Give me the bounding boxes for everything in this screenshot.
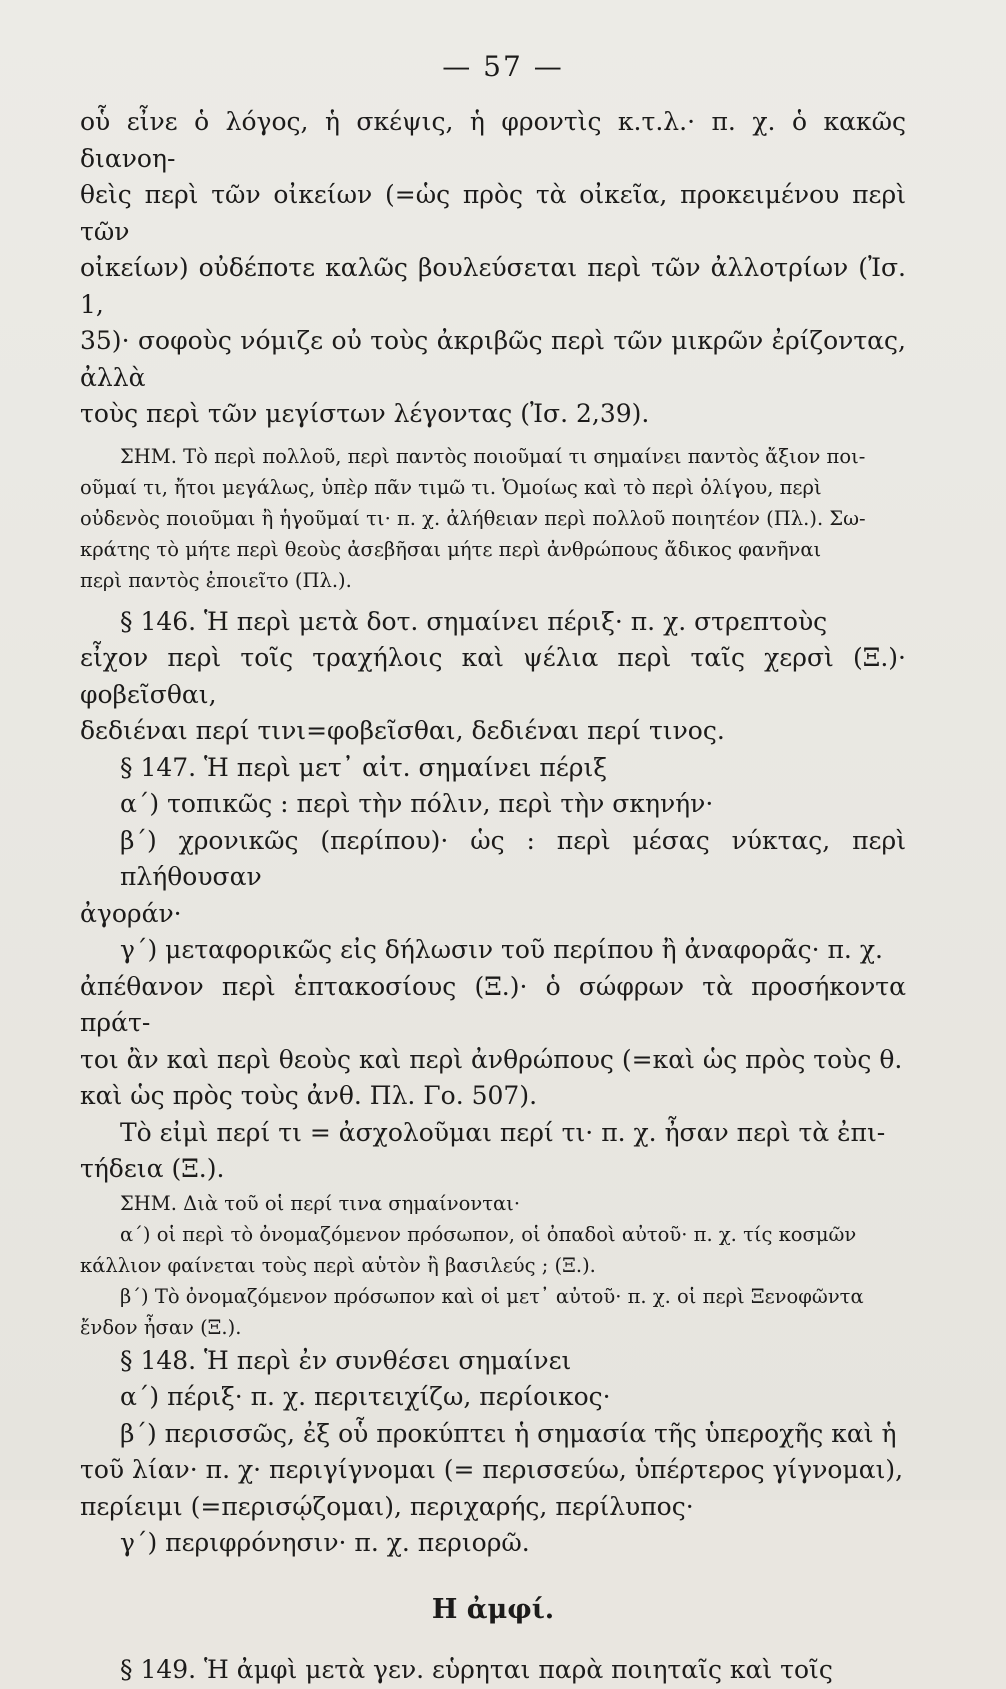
section-146: § 146. Ἡ περὶ μετὰ δοτ. σημαίνει πέριξ· π. χ. στρεπτοὺς [120, 606, 828, 636]
text-line: τοὺς περὶ τῶν μεγίστων λέγοντας (Ἰσ. 2,39). [80, 399, 650, 428]
note-line: περὶ παντὸς ἐποιεῖτο (Πλ.). [80, 568, 352, 592]
note-line: κάλλιον φαίνεται τοὺς περὶ αὑτὸν ἢ βασιλεύς ; (Ξ.). [80, 1253, 596, 1277]
text-line: εἶχον περὶ τοῖς τραχήλοις καὶ ψέλια περὶ ταῖς χερσὶ (Ξ.)· φοβεῖσθαι, [80, 643, 906, 709]
text-line: οἰκείων) οὐδέποτε καλῶς βουλεύσεται περὶ τῶν ἀλλοτρίων (Ἰσ. 1, [80, 253, 906, 319]
note-line: α´) οἱ περὶ τὸ ὀνομαζόμενον πρόσωπον, οἱ ὀπαδοὶ αὐτοῦ· π. χ. τίς κοσμῶν [120, 1222, 857, 1246]
text-line: α´) τοπικῶς : περὶ τὴν πόλιν, περὶ τὴν σκηνήν· [120, 789, 714, 818]
text-line: α´) πέριξ· π. χ. περιτειχίζω, περίοικος· [120, 1382, 611, 1411]
note-line: οὐδενὸς ποιοῦμαι ἢ ἡγοῦμαί τι· π. χ. ἀλήθειαν περὶ πολλοῦ ποιητέον (Πλ.). Σω- [80, 506, 866, 530]
note-line: ΣΗΜ. Διὰ τοῦ οἱ περί τινα σημαίνονται· [120, 1191, 521, 1215]
section-heading: Η ἀμφί. [431, 1593, 555, 1625]
note-line: ἔνδον ἦσαν (Ξ.). [80, 1315, 242, 1339]
note-line: κράτης τὸ μήτε περὶ θεοὺς ἀσεβῆσαι μήτε περὶ ἀνθρώπους ἄδικος φανῆναι [80, 537, 822, 561]
text-line: δεδιέναι περί τινι=φοβεῖσθαι, δεδιέναι περί τινος. [80, 716, 725, 745]
text-line: ἀγοράν· [80, 898, 182, 928]
text-line: γ´) περιφρόνησιν· π. χ. περιορῶ. [120, 1528, 530, 1557]
note-line: ΣΗΜ. Τὸ περὶ πολλοῦ, περὶ παντὸς ποιοῦμαί τι σημαίνει παντὸς ἄξιον ποι- [120, 444, 866, 468]
note-line: οῦμαί τι, ἤτοι μεγάλως, ὑπὲρ πᾶν τιμῶ τι. Ὁμοίως καὶ τὸ περὶ ὀλίγου, περὶ [80, 475, 822, 499]
text-line: 35)· σοφοὺς νόμιζε οὐ τοὺς ἀκριβῶς περὶ τῶν μικρῶν ἐρίζοντας, ἀλλὰ [80, 326, 906, 392]
text-line: τήδεια (Ξ.). [80, 1154, 225, 1183]
text-line: β´) περισσῶς, ἐξ οὗ προκύπτει ἡ σημασία τῆς ὑπεροχῆς καὶ ἡ [120, 1418, 897, 1448]
text-line: β´) χρονικῶς (περίπου)· ὡς : περὶ μέσας νύκτας, περὶ πλήθουσαν [120, 825, 906, 891]
text-line: Τὸ εἰμὶ περί τι = ἀσχολοῦμαι περί τι· π. χ. ἦσαν περὶ τὰ ἐπι- [120, 1117, 886, 1147]
text-line: ἀπέθανον περὶ ἑπτακοσίους (Ξ.)· ὁ σώφρων τὰ προσήκοντα πράτ- [80, 971, 906, 1037]
text-line: τοι ἂν καὶ περὶ θεοὺς καὶ περὶ ἀνθρώπους (=καὶ ὡς πρὸς τοὺς θ. [80, 1044, 903, 1074]
page-body [80, 104, 906, 1689]
text-line: γ´) μεταφορικῶς εἰς δήλωσιν τοῦ περίπου ἢ ἀναφορᾶς· π. χ. [120, 935, 883, 964]
text-line: θεὶς περὶ τῶν οἰκείων (=ὡς πρὸς τὰ οἰκεῖα, προκειμένου περὶ τῶν [80, 180, 906, 246]
section-149: § 149. Ἡ ἀμφὶ μετὰ γεν. εὑρηται παρὰ ποιηταῖς καὶ τοῖς [120, 1655, 833, 1684]
note-line: β´) Τὸ ὀνομαζόμενον πρόσωπον καὶ οἱ μετ᾽ αὐτοῦ· π. χ. οἱ περὶ Ξενοφῶντα [120, 1284, 864, 1308]
text-line: τοῦ λίαν· π. χ· περιγίγνομαι (= περισσεύω, ὑπέρτερος γίγνομαι), [80, 1455, 904, 1484]
section-148: § 148. Ἡ περὶ ἐν συνθέσει σημαίνει [120, 1345, 572, 1375]
section-147: § 147. Ἡ περὶ μετ᾽ αἰτ. σημαίνει πέριξ [120, 752, 608, 782]
text-line: οὗ εἶνε ὁ λόγος, ἡ σκέψις, ἡ φροντὶς κ.τ.λ.· π. χ. ὁ κακῶς διανοη- [80, 107, 906, 173]
text-line: καὶ ὡς πρὸς τοὺς ἀνθ. Πλ. Γο. 507). [80, 1081, 538, 1110]
page-number: — 57 — [442, 50, 564, 83]
text-line: περίειμι (=περισῴζομαι), περιχαρής, περίλυπος· [80, 1491, 694, 1521]
